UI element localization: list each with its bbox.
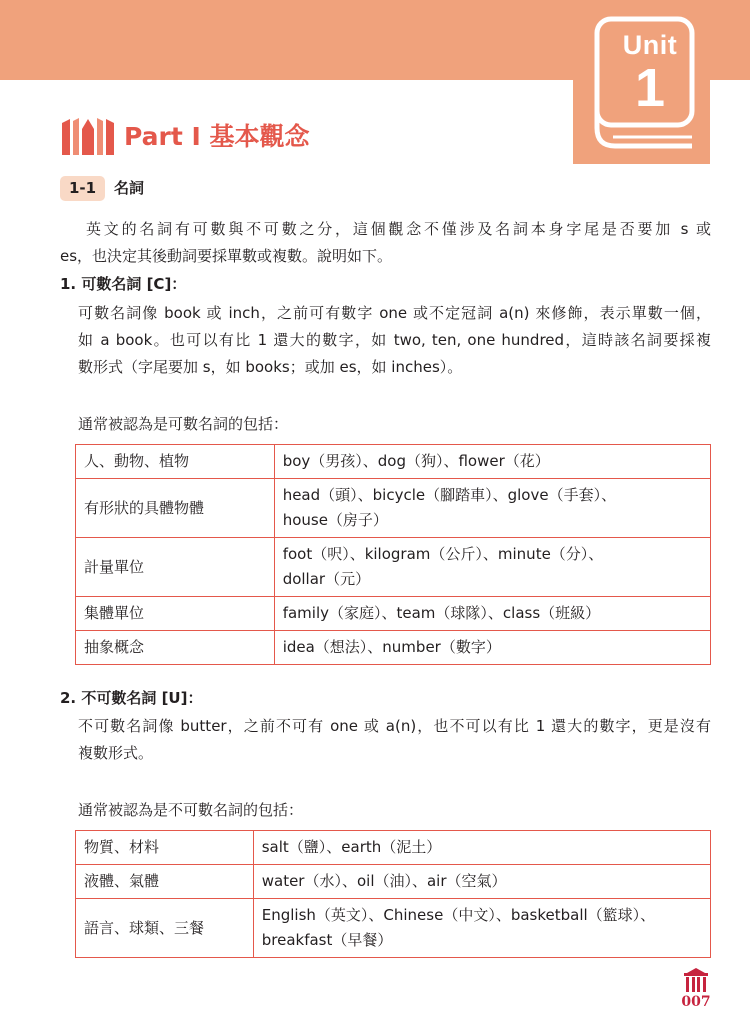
examples-line: English（英文）、Chinese（中文）、basketball（籃球）、 [261, 906, 656, 924]
table-cell-category: 計量單位 [76, 538, 275, 597]
examples-line: breakfast（早餐） [261, 931, 393, 949]
examples-line: foot（呎）、kilogram（公斤）、minute（分）、 [282, 545, 604, 563]
table-row [76, 831, 711, 865]
countable-line-3: 數形式（字尾要加 s，如 books；或加 es，如 inches）。 [78, 358, 463, 376]
unit-number: 1 [634, 58, 666, 118]
table-cell-examples [274, 538, 710, 597]
table-row [76, 445, 711, 479]
examples-line: idea（想法）、number（數字） [282, 638, 501, 656]
table-cell-category: 抽象概念 [76, 631, 275, 665]
countable-heading: 1. 可數名詞 [C]： [60, 275, 187, 293]
examples-line: boy（男孩）、dog（狗）、flower（花） [282, 452, 550, 470]
table-cell-examples [274, 631, 710, 665]
uncountable-table [75, 830, 711, 958]
uncountable-table-intro: 通常被認為是不可數名詞的包括： [78, 801, 304, 819]
intro-line-2: es，也決定其後動詞要採單數或複數。說明如下。 [60, 247, 393, 265]
countable-line-2: 如 a book。也可以有比 1 還大的數字，如 two, ten, one hundred，這時該名詞要採複 [78, 331, 711, 349]
countable-table-intro: 通常被認為是可數名詞的包括： [78, 415, 289, 433]
countable-table [75, 444, 711, 665]
table-cell-category: 有形狀的具體物體 [76, 479, 275, 538]
table-cell-examples [274, 479, 710, 538]
table-row [76, 538, 711, 597]
table-cell-category: 人、動物、植物 [76, 445, 275, 479]
table-cell-category: 語言、球類、三餐 [76, 899, 254, 958]
examples-line: salt（鹽）、earth（泥土） [261, 838, 442, 856]
table-cell-examples [253, 899, 710, 958]
uncountable-heading: 2. 不可數名詞 [U]： [60, 689, 203, 707]
part-title: Part I 基本觀念 [124, 122, 310, 151]
table-row [76, 899, 711, 958]
table-cell-examples [253, 831, 710, 865]
table-row [76, 479, 711, 538]
intro-line-1: 英文的名詞有可數與不可數之分，這個觀念不僅涉及名詞本身字尾是否要加 s 或 [86, 220, 711, 238]
uncountable-line-1: 不可數名詞像 butter，之前不可有 one 或 a(n)，也不可以有比 1 還大的數字，更是沒有 [78, 717, 711, 735]
publisher-logo-icon [683, 968, 709, 994]
section-title: 名詞 [114, 179, 145, 197]
examples-line: water（水）、oil（油）、air（空氣） [261, 872, 507, 890]
examples-line: dollar（元） [282, 570, 371, 588]
book-stack-icon [60, 115, 116, 157]
section-number: 1-1 [60, 176, 105, 201]
examples-line: house（房子） [282, 511, 388, 529]
countable-line-1: 可數名詞像 book 或 inch，之前可有數字 one 或不定冠詞 a(n) 來修飾，表示單數一個， [78, 304, 711, 322]
table-cell-category: 物質、材料 [76, 831, 254, 865]
examples-line: head（頭）、bicycle（腳踏車）、glove（手套）、 [282, 486, 617, 504]
examples-line: family（家庭）、team（球隊）、class（班級） [282, 604, 601, 622]
table-row [76, 597, 711, 631]
table-cell-category: 液體、氣體 [76, 865, 254, 899]
table-cell-examples [253, 865, 710, 899]
page-number: 007 [681, 994, 711, 1010]
table-row [76, 631, 711, 665]
unit-label: Unit [622, 30, 678, 60]
table-cell-examples [274, 597, 710, 631]
table-row [76, 865, 711, 899]
uncountable-line-2: 複數形式。 [78, 744, 154, 762]
table-cell-examples [274, 445, 710, 479]
table-cell-category: 集體單位 [76, 597, 275, 631]
